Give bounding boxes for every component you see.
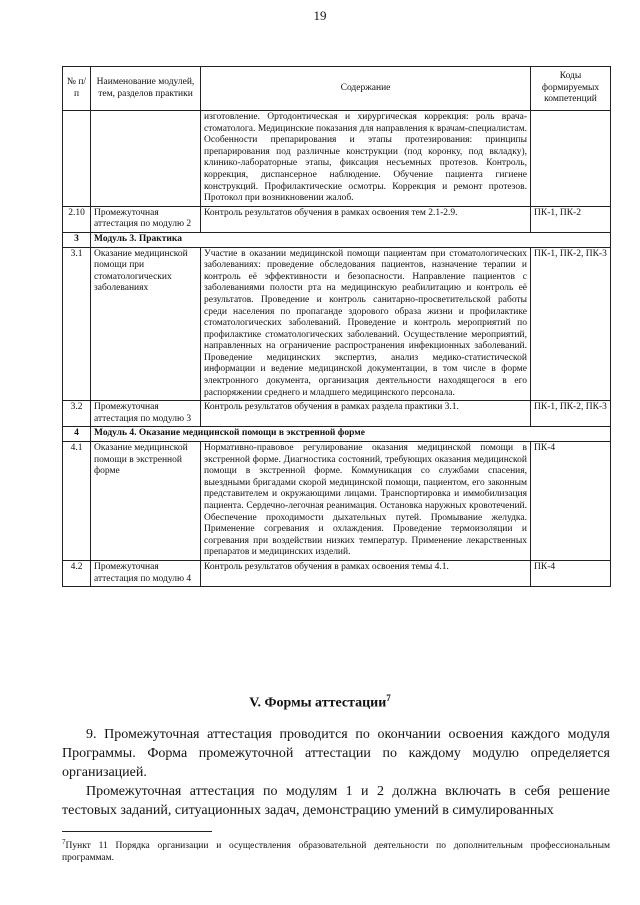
module-num: 3 xyxy=(63,232,91,247)
row-name xyxy=(91,111,201,207)
row-content: Контроль результатов обучения в рамках раздела практики 3.1. xyxy=(201,401,531,427)
row-name: Оказание медицинской помощи при стоматологических заболеваниях xyxy=(91,247,201,401)
row-name: Оказание медицинской помощи в экстренной форме xyxy=(91,442,201,561)
module-num: 4 xyxy=(63,427,91,442)
table-row xyxy=(63,206,611,232)
row-num: 2.10 xyxy=(63,206,91,232)
footnote-ref: 7 xyxy=(386,693,391,703)
row-content: Нормативно-правовое регулирование оказания медицинской помощи в экстренной форме. Диагностика состояний, требующих оказания медицинской помощи в экстренной форме. Коммуникация со службами спасения, выездными бригадами скорой медицинской помощи, пациентом, его законным представителем и окружающими лицами. Транспортировка и иммобилизация пациента. Сердечно-легочная реанимация. Остановка наружных кровотечений. Обеспечение проходимости дыхательных путей. Промывание желудка. Применение согревания и охлаждения. Проведение термоизоляции и согревания при воздействии низких температур. Применение лекарственных препаратов и медицинских изделий. xyxy=(201,442,531,561)
row-num: 4.2 xyxy=(63,560,91,586)
module-title: Модуль 3. Практика xyxy=(91,232,611,247)
row-codes: ПК-1, ПК-2 xyxy=(531,206,611,232)
row-content: Контроль результатов обучения в рамках освоения тем 2.1-2.9. xyxy=(201,206,531,232)
row-content: Участие в оказании медицинской помощи пациентам при стоматологических заболеваниях: проведение обследования пациентов, назначение терапии и контроль её эффективности и безопасности. Направление пациентов с заболеваниями полости рта на медицинскую реабилитацию и контроль её результатов. Проведение и контроль санитарно-просветительской работы среди населения по пропаганде здорового образа жизни и профилактике стоматологических заболеваний. Проведение и контроль мероприятий по профилактике стоматологических заболеваний. Осуществление мероприятий, направленных на ограничение распространения инфекционных заболеваний. Проведение медицинских экспертиз, анализ медико-статистической информации и ведение медицинской документации, в том числе в форме электронного документа, организация деятельности находящегося в его распоряжении среднего и младшего медицинского персонала. xyxy=(201,247,531,401)
row-content: Контроль результатов обучения в рамках освоения темы 4.1. xyxy=(201,560,531,586)
module-row xyxy=(63,427,611,442)
section-title: V. Формы аттестации xyxy=(249,695,387,711)
row-num xyxy=(63,111,91,207)
footnote-text: Пункт 11 Порядка организации и осуществления образовательной деятельности по дополнительным профессиональным программам. xyxy=(62,841,610,864)
row-name: Промежуточная аттестация по модулю 2 xyxy=(91,206,201,232)
row-codes: ПК-1, ПК-2, ПК-3 xyxy=(531,401,611,427)
table-row xyxy=(63,401,611,427)
module-title: Модуль 4. Оказание медицинской помощи в экстренной форме xyxy=(91,427,611,442)
program-table xyxy=(62,66,611,587)
module-row xyxy=(63,232,611,247)
header-num: № п/п xyxy=(63,67,91,111)
table-row xyxy=(63,111,611,207)
table-header-row xyxy=(63,67,611,111)
row-codes: ПК-4 xyxy=(531,442,611,561)
section-heading xyxy=(0,693,640,712)
footnote xyxy=(62,836,610,864)
page-number: 19 xyxy=(313,8,327,23)
table-row xyxy=(63,442,611,561)
header-content: Содержание xyxy=(201,67,531,111)
paragraph-attestation: Промежуточная аттестация по модулям 1 и 2 должна включать в себя решение тестовых заданий, ситуационных задач, демонстрацию умений в симулированных xyxy=(62,784,610,818)
row-num: 4.1 xyxy=(63,442,91,561)
row-codes xyxy=(531,111,611,207)
row-codes: ПК-1, ПК-2, ПК-3 xyxy=(531,247,611,401)
row-name: Промежуточная аттестация по модулю 4 xyxy=(91,560,201,586)
paragraph-9: 9. Промежуточная аттестация проводится по окончании освоения каждого модуля Программы. Форма промежуточной аттестации по каждому модулю определяется организацией. xyxy=(62,727,610,780)
row-content: изготовление. Ортодонтическая и хирургическая коррекция: роль врача-стоматолога. Медицинские показания для направления к врачам-специалистам. Особенности препарирования и этапы протезирования: принципы препарирования под различные конструкции (под коронку, под вкладку), клинико-лабораторные этапы, фиксация несъемных протезов. Контроль, коррекция, диспансерное наблюдение. Обучение пациента гигиене конструкций. Профилактические осмотры. Коррекция и ремонт протезов. Протокол при возникновении жалоб. xyxy=(201,111,531,207)
footnote-mark: 7 xyxy=(62,838,66,846)
row-codes: ПК-4 xyxy=(531,560,611,586)
row-name: Промежуточная аттестация по модулю 3 xyxy=(91,401,201,427)
footnote-divider xyxy=(62,831,212,832)
table-row xyxy=(63,560,611,586)
table-row xyxy=(63,247,611,401)
row-num: 3.1 xyxy=(63,247,91,401)
header-codes: Коды формируемых компетенций xyxy=(531,67,611,111)
row-num: 3.2 xyxy=(63,401,91,427)
header-name: Наименование модулей, тем, разделов практики xyxy=(91,67,201,111)
